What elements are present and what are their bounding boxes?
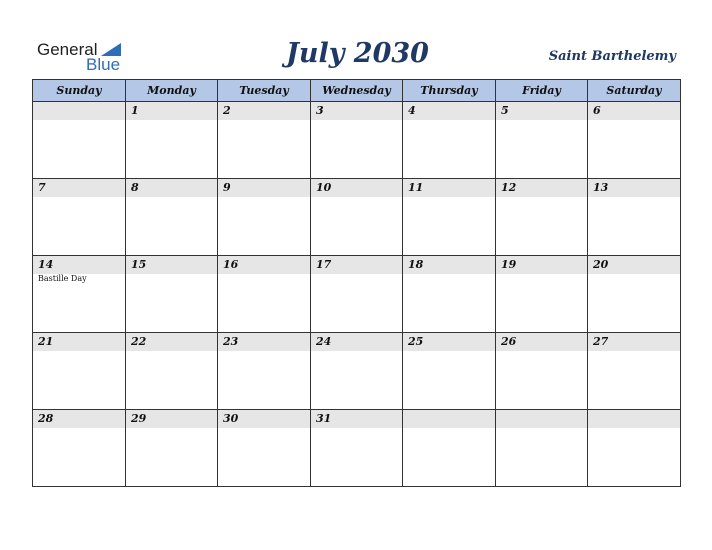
country-name: Saint Barthelemy bbox=[548, 49, 676, 64]
day-number: 5 bbox=[496, 102, 587, 120]
day-cell bbox=[403, 410, 496, 487]
day-number: 6 bbox=[588, 102, 680, 120]
day-number: 18 bbox=[403, 256, 495, 274]
week-row bbox=[33, 333, 681, 410]
day-number bbox=[496, 410, 587, 428]
day-number: 17 bbox=[311, 256, 402, 274]
day-number: 3 bbox=[311, 102, 402, 120]
day-number: 13 bbox=[588, 179, 680, 197]
day-number: 23 bbox=[218, 333, 310, 351]
day-cell bbox=[588, 256, 681, 333]
day-cell bbox=[311, 179, 403, 256]
day-number bbox=[588, 410, 680, 428]
day-cell bbox=[496, 333, 588, 410]
day-number: 9 bbox=[218, 179, 310, 197]
day-cell bbox=[403, 179, 496, 256]
day-cell bbox=[588, 102, 681, 179]
day-cell bbox=[218, 179, 311, 256]
calendar-grid bbox=[32, 79, 681, 487]
day-cell bbox=[126, 179, 218, 256]
day-cell bbox=[588, 333, 681, 410]
day-cell bbox=[496, 410, 588, 487]
month-title: July 2030 bbox=[286, 38, 429, 69]
day-cell bbox=[33, 333, 126, 410]
day-cell bbox=[126, 256, 218, 333]
day-cell bbox=[33, 102, 126, 179]
day-number: 4 bbox=[403, 102, 495, 120]
day-cell bbox=[218, 333, 311, 410]
weekday-header: Thursday bbox=[403, 80, 496, 102]
weekday-header: Wednesday bbox=[311, 80, 403, 102]
day-number: 11 bbox=[403, 179, 495, 197]
day-number: 26 bbox=[496, 333, 587, 351]
day-number: 22 bbox=[126, 333, 217, 351]
day-cell bbox=[588, 179, 681, 256]
day-cell bbox=[496, 102, 588, 179]
weekday-header: Saturday bbox=[588, 80, 681, 102]
day-cell bbox=[33, 256, 126, 333]
day-number: 27 bbox=[588, 333, 680, 351]
day-cell bbox=[403, 256, 496, 333]
week-row bbox=[33, 410, 681, 487]
day-number: 10 bbox=[311, 179, 402, 197]
day-number bbox=[403, 410, 495, 428]
day-number: 20 bbox=[588, 256, 680, 274]
day-cell bbox=[496, 256, 588, 333]
day-number: 2 bbox=[218, 102, 310, 120]
day-cell bbox=[311, 256, 403, 333]
week-row bbox=[33, 102, 681, 179]
day-number: 29 bbox=[126, 410, 217, 428]
day-cell bbox=[496, 179, 588, 256]
day-number: 31 bbox=[311, 410, 402, 428]
day-number: 25 bbox=[403, 333, 495, 351]
day-number: 28 bbox=[33, 410, 125, 428]
day-cell bbox=[588, 410, 681, 487]
calendar-body bbox=[33, 102, 681, 487]
day-cell bbox=[311, 410, 403, 487]
day-cell bbox=[33, 179, 126, 256]
day-number: 7 bbox=[33, 179, 125, 197]
day-number: 21 bbox=[33, 333, 125, 351]
day-cell bbox=[126, 333, 218, 410]
generalblue-logo bbox=[37, 40, 137, 74]
day-number: 8 bbox=[126, 179, 217, 197]
weekday-header: Tuesday bbox=[218, 80, 311, 102]
weekday-header-row bbox=[33, 80, 681, 102]
day-number: 16 bbox=[218, 256, 310, 274]
week-row bbox=[33, 179, 681, 256]
day-cell bbox=[311, 102, 403, 179]
day-number: 12 bbox=[496, 179, 587, 197]
weekday-header: Sunday bbox=[33, 80, 126, 102]
holiday-label: Bastille Day bbox=[38, 274, 87, 283]
day-number: 1 bbox=[126, 102, 217, 120]
day-cell bbox=[33, 410, 126, 487]
weekday-header: Monday bbox=[126, 80, 218, 102]
day-number: 24 bbox=[311, 333, 402, 351]
day-cell bbox=[218, 102, 311, 179]
day-number: 14 bbox=[33, 256, 125, 274]
logo-text-general: General bbox=[37, 40, 98, 59]
day-number: 30 bbox=[218, 410, 310, 428]
day-cell bbox=[311, 333, 403, 410]
weekday-header: Friday bbox=[496, 80, 588, 102]
day-cell bbox=[218, 410, 311, 487]
week-row bbox=[33, 256, 681, 333]
day-cell bbox=[218, 256, 311, 333]
day-number bbox=[33, 102, 125, 120]
day-number: 19 bbox=[496, 256, 587, 274]
day-cell bbox=[403, 102, 496, 179]
day-cell bbox=[126, 410, 218, 487]
day-number: 15 bbox=[126, 256, 217, 274]
day-cell bbox=[126, 102, 218, 179]
day-cell bbox=[403, 333, 496, 410]
logo-text-blue: Blue bbox=[86, 55, 121, 74]
